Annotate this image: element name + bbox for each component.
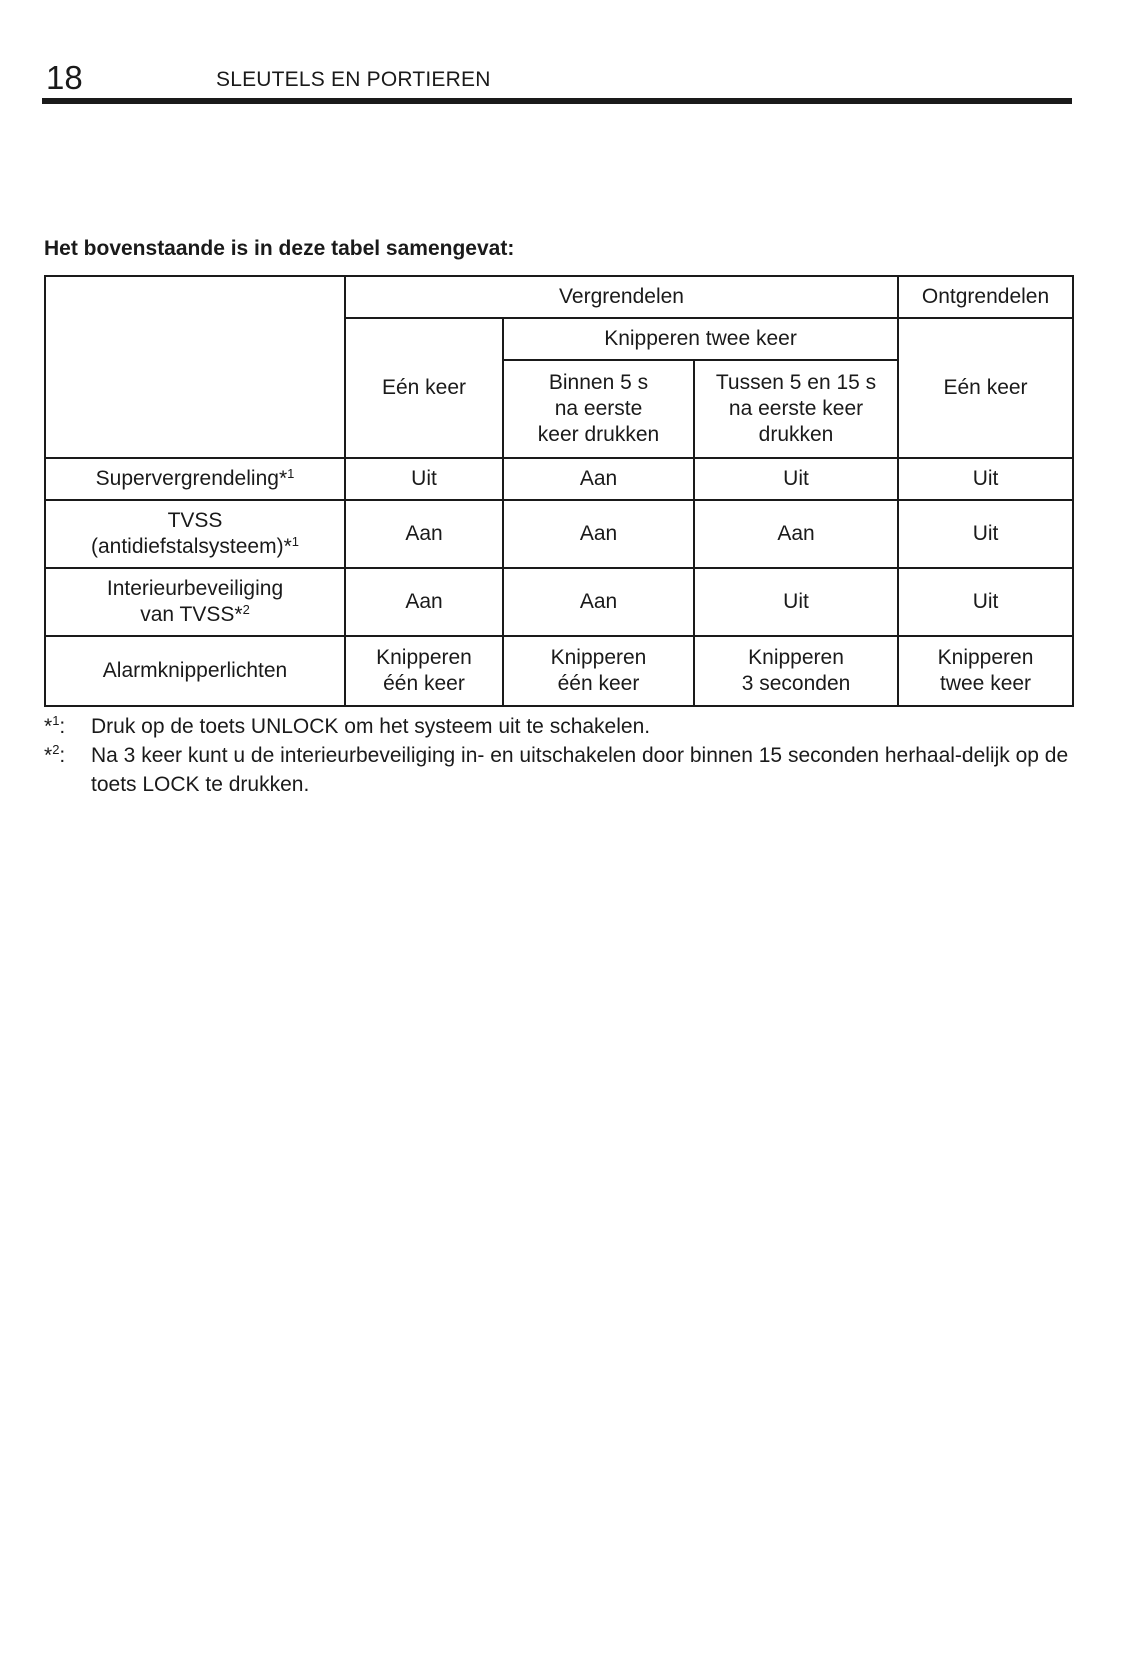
footnote-text: Na 3 keer kunt u de interieurbeveiliging in- en uitschakelen door binnen 15 seconden herhaal-delijk op de toets LOCK te drukken. [91,744,1069,796]
footnotes [44,712,1074,799]
row-supervergrendeling [45,458,1073,500]
unlock-once-header: Eén keer [898,318,1073,458]
row-alarmknipperlichten [45,636,1073,706]
cell-lock-once: Aan [345,568,503,636]
press-twice-header: Knipperen twee keer [503,318,898,360]
cell-between-5-15s: Uit [694,458,898,500]
within-5s-header: Binnen 5 s na eerste keer drukken [503,360,694,458]
corner-cell [45,276,345,458]
row-label: Interieurbeveiliging van TVSS*$^2$ [45,568,345,636]
cell-unlock-once: Uit [898,500,1073,568]
footnote-marker: *$^1$: [44,713,66,738]
header-rule [42,98,1072,104]
cell-unlock-once: Uit [898,568,1073,636]
unlock-header: Ontgrendelen [898,276,1073,318]
cell-within-5s: Aan [503,458,694,500]
page-header [42,58,1072,104]
cell-between-5-15s: Uit [694,568,898,636]
between-5-15s-header: Tussen 5 en 15 s na eerste keer drukken [694,360,898,458]
header-row-1 [45,276,1073,318]
row-tvss [45,500,1073,568]
footnote-marker: *$^2$: [44,742,66,767]
footnote-text: Druk op de toets UNLOCK om het systeem uit te schakelen. [91,715,651,738]
row-interieurbeveiliging [45,568,1073,636]
cell-lock-once: Uit [345,458,503,500]
row-label: TVSS (antidiefstalsysteem)*$^1$ [45,500,345,568]
summary-table [44,275,1074,707]
row-label: Supervergrendeling*$^1$ [45,458,345,500]
cell-lock-once: Knipperen één keer [345,636,503,706]
lock-header: Vergrendelen [345,276,898,318]
cell-between-5-15s: Knipperen 3 seconden [694,636,898,706]
cell-unlock-once: Uit [898,458,1073,500]
cell-within-5s: Knipperen één keer [503,636,694,706]
footnote-2 [44,741,1074,799]
cell-between-5-15s: Aan [694,500,898,568]
page-number: 18 [46,59,83,96]
table-intro: Het bovenstaande is in deze tabel samengevat: [44,237,515,260]
cell-unlock-once: Knipperen twee keer [898,636,1073,706]
cell-within-5s: Aan [503,500,694,568]
lock-once-header: Eén keer [345,318,503,458]
cell-lock-once: Aan [345,500,503,568]
section-title: SLEUTELS EN PORTIEREN [216,68,491,91]
row-label: Alarmknipperlichten [45,636,345,706]
footnote-1 [44,712,1074,741]
cell-within-5s: Aan [503,568,694,636]
